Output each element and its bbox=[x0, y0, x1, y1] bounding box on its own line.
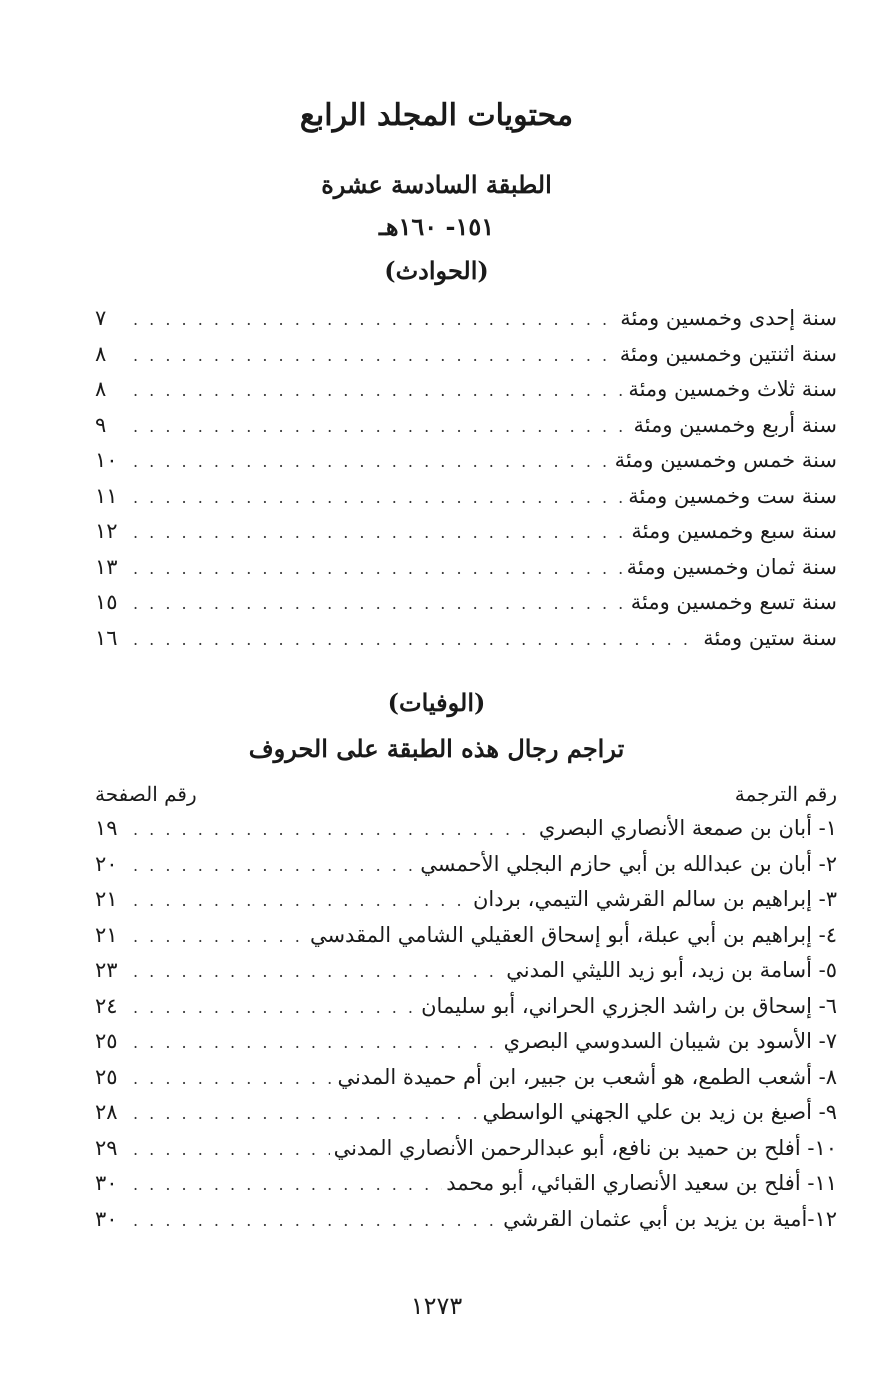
page-title: محتويات المجلد الرابع bbox=[299, 98, 574, 133]
toc-entry-label: ١٠- أفلح بن حميد بن نافع، أبو عبدالرحمن الأنصاري المدني bbox=[333, 1135, 837, 1160]
toc-entry bbox=[95, 448, 837, 484]
leader-dots bbox=[133, 1138, 330, 1162]
toc-entry bbox=[95, 413, 837, 449]
toc-entry bbox=[95, 590, 837, 626]
toc-entry bbox=[95, 484, 837, 520]
toc-entry-label: ١- أبان بن صمعة الأنصاري البصري bbox=[538, 816, 837, 840]
toc-entry-label: سنة خمس وخمسين ومئة bbox=[614, 448, 837, 472]
toc-entry bbox=[95, 626, 837, 662]
toc-entry-label: سنة ثمان وخمسين ومئة bbox=[626, 554, 837, 579]
deaths-subtitle: تراجم رجال هذه الطبقة على الحروف bbox=[248, 734, 625, 763]
column-headers bbox=[95, 782, 837, 806]
toc-entry-page: ٣٠ bbox=[95, 1206, 118, 1231]
leader-dots bbox=[133, 308, 616, 332]
leader-dots bbox=[133, 557, 623, 581]
toc-entry-label: سنة اثنتين وخمسين ومئة bbox=[619, 341, 837, 366]
toc-entry-label: ٢- أبان بن عبدالله بن أبي حازم البجلي الأحمسي bbox=[420, 851, 837, 876]
toc-entry-label: ٥- أسامة بن زيد، أبو زيد الليثي المدني bbox=[506, 958, 837, 982]
leader-dots bbox=[133, 344, 616, 368]
toc-entry-label: سنة ستين ومئة bbox=[703, 625, 837, 650]
toc-entry bbox=[95, 1029, 837, 1065]
toc-entry bbox=[95, 852, 837, 888]
toc-entry-page: ١٣ bbox=[95, 554, 118, 579]
toc-entry-label: سنة إحدى وخمسين ومئة bbox=[620, 306, 837, 330]
toc-entry-page: ١٦ bbox=[95, 625, 118, 650]
toc-entry-page: ٢٩ bbox=[95, 1135, 118, 1160]
toc-entry bbox=[95, 923, 837, 959]
deaths-heading: (الوفيات) bbox=[387, 688, 486, 717]
year-range: ١٥١- ١٦٠هـ bbox=[378, 212, 495, 241]
toc-entry-label: سنة سبع وخمسين ومئة bbox=[631, 519, 837, 543]
leader-dots bbox=[133, 925, 306, 949]
toc-entry bbox=[95, 555, 837, 591]
toc-entry-page: ٨ bbox=[95, 341, 107, 366]
toc-entry-label: ٣- إبراهيم بن سالم القرشي التيمي، بردان bbox=[472, 887, 837, 911]
toc-entry bbox=[95, 1136, 837, 1172]
events-heading: (الحوادث) bbox=[384, 256, 489, 285]
events-list bbox=[95, 306, 837, 661]
leader-dots bbox=[133, 818, 535, 842]
toc-entry-label: ٤- إبراهيم بن أبي عبلة، أبو إسحاق العقيلي الشامي المقدسي bbox=[309, 922, 837, 947]
leader-dots bbox=[133, 450, 611, 474]
toc-entry-page: ٨ bbox=[95, 377, 107, 401]
toc-entry-page: ٩ bbox=[95, 412, 107, 437]
toc-entry-page: ٢٥ bbox=[95, 1029, 118, 1053]
toc-entry bbox=[95, 994, 837, 1030]
toc-entry bbox=[95, 1171, 837, 1207]
leader-dots bbox=[133, 1173, 442, 1197]
toc-entry-page: ١٩ bbox=[95, 816, 118, 840]
toc-entry-label: ٧- الأسود بن شيبان السدوسي البصري bbox=[503, 1029, 837, 1053]
leader-dots bbox=[133, 379, 624, 403]
toc-entry bbox=[95, 1207, 837, 1243]
toc-entry bbox=[95, 1100, 837, 1136]
toc-entry-label: ٨- أشعب الطمع، هو أشعب بن جبير، ابن أم حميدة المدني bbox=[337, 1064, 837, 1089]
toc-entry-page: ٢٣ bbox=[95, 958, 118, 982]
section-subtitle: الطبقة السادسة عشرة bbox=[321, 170, 552, 199]
leader-dots bbox=[133, 415, 629, 439]
leader-dots bbox=[133, 1102, 479, 1126]
toc-entry-page: ٢٤ bbox=[95, 993, 118, 1018]
toc-entry bbox=[95, 519, 837, 555]
column-header-page: رقم الصفحة bbox=[95, 782, 197, 806]
toc-entry-page: ٢١ bbox=[95, 887, 118, 911]
toc-entry bbox=[95, 887, 837, 923]
leader-dots bbox=[133, 1209, 499, 1233]
column-header-entry: رقم الترجمة bbox=[734, 782, 837, 806]
toc-entry bbox=[95, 377, 837, 413]
toc-entry bbox=[95, 1065, 837, 1101]
leader-dots bbox=[133, 889, 469, 913]
toc-entry-page: ٧ bbox=[95, 306, 107, 330]
leader-dots bbox=[133, 1031, 500, 1055]
toc-entry bbox=[95, 306, 837, 342]
toc-entry-label: ٦- إسحاق بن راشد الجزري الحراني، أبو سليمان bbox=[421, 993, 837, 1018]
toc-entry-label: سنة تسع وخمسين ومئة bbox=[630, 590, 837, 614]
leader-dots bbox=[133, 854, 416, 878]
leader-dots bbox=[133, 960, 502, 984]
toc-entry-label: ٩- أصبغ بن زيد بن علي الجهني الواسطي bbox=[482, 1100, 837, 1124]
toc-entry-page: ٢٨ bbox=[95, 1100, 118, 1124]
toc-entry-label: سنة ثلاث وخمسين ومئة bbox=[628, 377, 837, 401]
leader-dots bbox=[133, 521, 627, 545]
leader-dots bbox=[133, 1067, 333, 1091]
toc-entry-page: ١٥ bbox=[95, 590, 118, 614]
toc-entry-label: سنة أربع وخمسين ومئة bbox=[633, 412, 837, 437]
toc-entry-page: ١١ bbox=[95, 483, 118, 508]
toc-entry-page: ٣٠ bbox=[95, 1171, 118, 1195]
toc-entry bbox=[95, 958, 837, 994]
leader-dots bbox=[133, 996, 417, 1020]
toc-entry bbox=[95, 342, 837, 378]
toc-entry-label: ١١- أفلح بن سعيد الأنصاري القبائي، أبو محمد bbox=[446, 1171, 837, 1195]
leader-dots bbox=[133, 628, 699, 652]
toc-entry-page: ٢٥ bbox=[95, 1064, 118, 1089]
leader-dots bbox=[133, 592, 627, 616]
toc-entry bbox=[95, 816, 837, 852]
toc-entry-page: ١٠ bbox=[95, 448, 118, 472]
biographies-list bbox=[95, 816, 837, 1242]
toc-entry-label: ١٢-أمية بن يزيد بن أبي عثمان القرشي bbox=[503, 1206, 837, 1231]
page-number: ١٢٧٣ bbox=[410, 1292, 463, 1320]
toc-entry-page: ١٢ bbox=[95, 519, 118, 543]
toc-entry-page: ٢٠ bbox=[95, 851, 118, 876]
leader-dots bbox=[133, 486, 624, 510]
toc-entry-label: سنة ست وخمسين ومئة bbox=[628, 483, 837, 508]
toc-entry-page: ٢١ bbox=[95, 922, 118, 947]
